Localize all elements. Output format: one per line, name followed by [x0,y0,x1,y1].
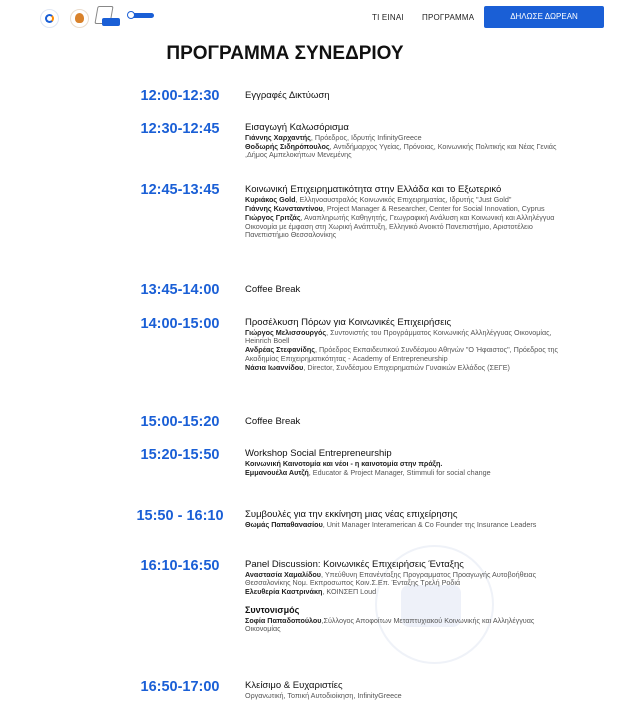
slot-content [245,509,560,529]
slot-content [245,680,560,700]
speaker-info [245,143,560,159]
speaker-name: Εμμανουέλα Αυτζή [245,468,309,478]
slot-time: 14:00-15:00 [140,316,220,332]
speaker-name: Γιώργος Μελισσουργός [245,328,327,337]
speaker-role: , Πρόεδρος, Ιδρυτής InfinityGreece [310,133,422,142]
slot-time: 13:45-14:00 [140,282,220,298]
speaker-info [245,364,560,372]
speaker-name: Θοδωρής Σιδηρόπουλος [245,142,330,152]
speaker-role: ,Σύλλογος Αποφοίτων Μεταπτυχιακού Κοινωνικής και Αλληλέγγυας Οικονομίας [245,615,535,633]
slot-content [245,559,560,633]
speaker-info [245,214,560,239]
session-title: Panel Discussion: Κοινωνικές Επιχειρήσεις Ένταξης [245,559,464,570]
session-title: Εισαγωγή Καλωσόρισμα [245,122,349,133]
speaker-info [245,460,560,468]
speaker-role: , Educator & Project Manager, Stimmuli for social change [308,468,491,478]
nav-link-program[interactable]: ΠΡΟΓΡΑΜΜΑ [422,13,475,22]
session-title: Συμβουλές για την εκκίνηση μιας νέας επιχείρησης [245,509,458,520]
speaker-role: , Director, Συνδέσμου Επιχειρηματιών Γυναικών Ελλάδος (ΣΕΓΕ) [303,362,510,372]
speaker-role: , Συντονιστής του Προγράμματος Κοινωνικής Αλληλέγγυας Οικονομίας, Heinrich Boell [245,328,552,346]
speaker-name: Κυριάκος Gold [245,195,296,204]
speaker-name: Γιώργος Γριτζάς [245,213,301,223]
speaker-info [245,196,560,204]
speaker-role: , ΚΟΙΝΣΕΠ Loud [322,587,377,597]
speaker-name: Σοφία Παπαδοπούλου [245,615,322,625]
speaker-role: , Υπεύθυνη Επανένταξης Προγραμματος Προαγωγής Αυτοβοήθειας Θεσσαλονίκης Νομ. Εκπροσωπος Κοιν.Σ.Επ. Ένταξης Τρελή Ροδιά [245,570,537,588]
slot-content [245,448,560,477]
speaker-role: , Unit Manager Interamerican & Co Founder της Insurance Leaders [322,520,537,529]
session-title: Κλείσιμο & Ευχαριστίες [245,680,343,691]
speaker-info [245,521,560,529]
register-free-button[interactable]: ΔΗΛΩΣΕ ΔΩΡΕΑΝ ΣΥΜΜΕΤΟΧΗ [484,6,604,28]
slot-content [245,122,560,160]
session-title: Coffee Break [245,416,301,427]
speaker-info [245,329,560,345]
speaker-name: Ανδρέας Στεφανίδης [245,345,315,355]
workshop-topic: Κοινωνική Καινοτομία και νέοι - η καινοτομία στην πράξη. [245,459,443,468]
speaker-name: Αναστασία Χαμαλίδου [245,570,321,579]
nav-link-about[interactable]: ΤΙ ΕΙΝΑΙ [372,13,404,22]
slot-time: 12:30-12:45 [140,121,220,137]
closing-info: Οργανωτική, Τοπική Αυτοδιοίκηση, InfinityGreece [245,691,402,700]
slot-time: 15:50 - 16:10 [136,508,224,524]
speaker-info [245,571,560,587]
speaker-role: , Ελληνοαυστραλός Κοινωνικός Επιχειρηματίας, Ιδρυτής "Just Gold" [295,195,512,204]
slot-time: 16:50-17:00 [140,679,220,695]
session-title: Προσέλκυση Πόρων για Κοινωνικές Επιχειρήσεις [245,317,452,328]
speaker-name: Νάσια Ιωαννίδου [245,362,304,372]
speaker-role: , Αντιδήμαρχος Υγείας, Πρόνοιας, Κοινωνικής Πολιτικής και Νέας Γενιάς ,Δήμος Αμπελοκήπων Μενεμένης [245,142,557,160]
slot-content [245,317,560,372]
speaker-info [245,205,560,213]
speaker-name: Ελευθερία Καστρινάκη [245,587,323,597]
slot-content [245,284,560,295]
session-title: Εγγραφές Δικτύωση [245,90,330,101]
speaker-name: Γιάννης Χαρχαντής [245,133,311,142]
speaker-role: , Αναπληρωτής Καθηγητής, Γεωγραφική Ανάλυση και Κοινωνική και Αλληλέγγυα Οικονομία με έμφαση στη Χωρική Ανάπτυξη, Ελληνικό Ανοικτό Πανεπιστήμιο, Αριστοτέλειο Πανεπιστήμιο Θεσσαλονίκης [245,213,555,239]
slot-time: 15:20-15:50 [140,447,220,463]
speaker-info [245,617,560,633]
slot-time: 12:45-13:45 [140,182,220,198]
session-title: Κοινωνική Επιχειρηματικότητα στην Ελλάδα και το Εξωτερικό [245,184,502,195]
slot-time: 16:10-16:50 [140,558,220,574]
speaker-info [245,346,560,362]
moderator-heading: Συντονισμός [245,604,300,615]
speaker-info [245,134,560,142]
slot-content [245,416,560,427]
session-title: Coffee Break [245,284,301,295]
speaker-role: , Project Manager & Researcher, Center for Social Innovation, Cyprus [322,204,545,214]
speaker-name: Γιάννης Κωνσταντίνου [245,204,323,214]
slot-time: 12:00-12:30 [140,88,220,104]
slot-time: 15:00-15:20 [140,414,220,430]
speaker-info [245,588,560,596]
page-title: ΠΡΟΓΡΑΜΜΑ ΣΥΝΕΔΡΙΟΥ [166,43,404,64]
slot-content [245,90,560,101]
speaker-role: , Πρόεδρος Εκπαιδευτικού Συνδέσμου Αθηνών "Ο Ήφαιστος", Πρόεδρος της Ακαδημίας Επιχειρηματικότητας - Academy of Entrepreneurship [245,345,558,363]
session-title: Workshop Social Entrepreneurship [245,448,392,459]
slot-content [245,184,560,239]
speaker-info [245,469,560,477]
speaker-name: Θωμάς Παπαθανασίου [245,520,323,529]
